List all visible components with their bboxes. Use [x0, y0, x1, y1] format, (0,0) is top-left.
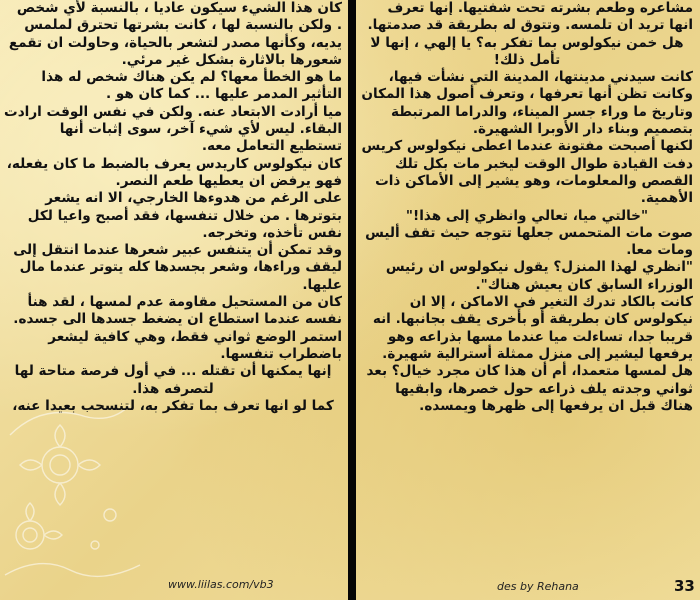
paragraph: ميا أرادت الابتعاد عنه. ولكن في نفس الوقت ارادت البقاء. ليس لأي شيء آخر، سوى إثبات أنها تستطيع التعامل معه.	[4, 103, 342, 155]
paragraph: استمر الوضع ثواني فقط، وهي كافية ليشعر باضطراب تنفسها.	[48, 328, 342, 362]
paragraph: على الرغم من هدوءها الخارجي، الا انه يشعر بتوترها . من خلال تنفسها، فقد أصبح واعيا لكل نفس تأخذه، وتخرجه.	[27, 190, 342, 241]
paragraph: كانت سيدني مدينتها، المدينة التي نشأت فيها، وكانت تظن أنها تعرفها ، وتعرف أصول هذا المكان وتاريخ ما وراء جسر الميناء، والدراما المرتبطة بتصميم وبناء دار الأوبرا الشهيرة.	[361, 69, 693, 138]
paragraph: ما هو الخطأ معها؟ لم يكن هناك شخص له هذا التأثير المدمر عليها ... كما كان هو .	[41, 69, 342, 103]
paragraph: صوت مات المتحمس جعلها تتوجه حيث تقف أليس ومات معا.	[365, 224, 693, 259]
paragraph: كانت بالكاد تدرك التغير في الاماكن ، إلا ان نيكولوس كان بطريقة أو بأخرى يقف بجانبها. انه قريبا جدا، تساءلت ميا عندما مسها بذراعه وهو يرفعها ليشير إلى منزل ممثلة أسترالية شهيرة.	[372, 294, 693, 362]
paragraph: لكنها أصبحت مفتونة عندما اعطى نيكولوس كريس دفت القيادة طوال الوقت ليخبر مات بكل تلك القصص والمعلومات، وهو يشير إلى الأماكن ذات الأهمية.	[361, 138, 693, 207]
paragraph: كان من المستحيل مقاومة عدم لمسها ، لقد هنأ نفسه عندما استطاع ان يضغط جسدها الى جسده.	[13, 294, 342, 328]
paragraph: هل لمسها متعمدا، أم أن هذا كان مجرد خيال؟ بعد ثواني وجدته يلف ذراعه حول خصرها، وابقيها هناك قبل ان يرفعها إلى ظهرها ويمسده.	[366, 363, 693, 414]
designer-credit: des by Rehana	[497, 580, 579, 593]
paragraph: مشاعره وطعم بشرته تحت شفتيها. إنها تعرف انها تريد ان تلمسه. وتتوق له بطريقة قد صدمتها.	[367, 0, 693, 34]
paragraph: وقد تمكن أن يتنفس عبير شعرها عندما انتقل إلى ليقف وراءها، وشعر بجسدها كله يتوتر عندما مال عليها.	[13, 242, 342, 293]
paragraph: كان نيكولوس كاريدس يعرف بالضبط ما كان يفعله، فهو يرفض ان يعطيها طعم النصر.	[6, 155, 342, 189]
paragraph: كما لو انها تعرف بما تفكر به، لتنسحب بعيدا عنه،	[12, 397, 334, 414]
paragraph: إنها يمكنها أن تقتله ... في أول فرصة متاحة لها لتصرفه هذا.	[14, 363, 332, 397]
footer-url: www.liilas.com/vb3	[168, 578, 274, 591]
column-divider	[348, 0, 356, 600]
paragraph: كان هذا الشيء سيكون عاديا ، بالنسبة لأي شخص	[16, 0, 342, 16]
paragraph: هل خمن نيكولوس بما تفكر به؟ يا إلهي ، إنها لا تأمل ذلك!	[370, 34, 684, 68]
paragraph: "انظري لهذا المنزل؟ يقول نيكولوس ان رئيس الوزراء السابق كان يعيش هناك".	[385, 259, 693, 293]
right-column	[361, 0, 693, 576]
page-number: 33	[674, 577, 695, 595]
paragraph: . ولكن بالنسبة لها ، كانت بشرتها تحترق لملمس يديه، وكأنها مصدر لتشعر بالحياة، وحاولت ان تقمع شعورها بالاثارة بشكل غير مرئي.	[8, 17, 342, 68]
left-column	[4, 0, 342, 576]
paragraph: "خالتي ميا، تعالي وانظري إلى هذا!"	[405, 207, 649, 224]
